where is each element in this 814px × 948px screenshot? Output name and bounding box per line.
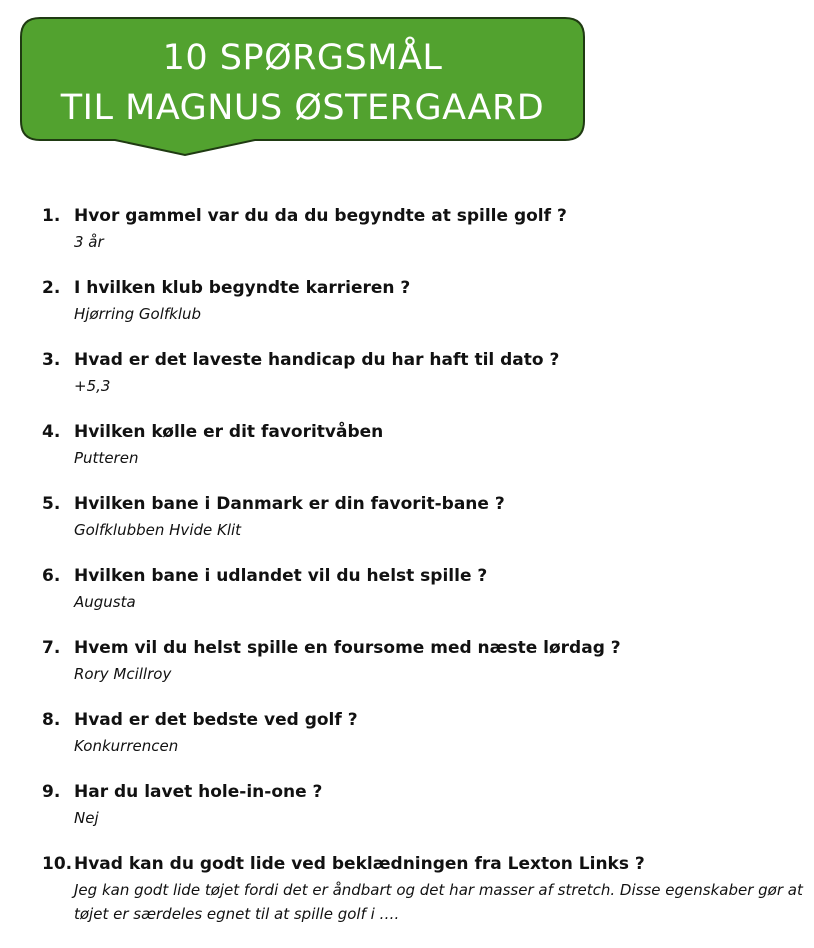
question-text: Hvad kan du godt lide ved beklædningen fra Lexton Links ? (74, 854, 645, 874)
question-number: 7. (42, 638, 61, 658)
question-item-8 (0, 708, 814, 780)
answer-text: Augusta (74, 593, 136, 611)
question-text: Har du lavet hole-in-one ? (74, 782, 323, 802)
answer-text: Rory Mcillroy (74, 665, 172, 683)
answer-text: Hjørring Golfklub (74, 305, 202, 323)
question-number: 8. (42, 710, 61, 730)
question-item-10 (0, 852, 814, 924)
question-number: 1. (42, 206, 61, 226)
question-number: 6. (42, 566, 61, 586)
question-number: 9. (42, 782, 61, 802)
question-item-5 (0, 492, 814, 564)
question-text: Hvilken kølle er dit favoritvåben (74, 422, 384, 442)
title-line-2: TIL MAGNUS ØSTERGAARD (60, 88, 545, 128)
answer-text: Golfklubben Hvide Klit (74, 521, 242, 539)
question-number: 10. (42, 854, 73, 874)
answer-text: Konkurrencen (74, 737, 179, 755)
title-line-1: 10 SPØRGSMÅL (162, 38, 443, 78)
title-banner (20, 17, 585, 157)
question-number: 4. (42, 422, 61, 442)
answer-text: +5,3 (74, 377, 111, 395)
question-item-3 (0, 348, 814, 420)
answer-text: Jeg kan godt lide tøjet fordi det er åndbart og det har masser af stretch. Disse egenskaber gør at tøjet er særdeles egnet til at spille golf i …. (74, 881, 803, 923)
page-title (20, 33, 585, 133)
question-item-1 (0, 204, 814, 276)
question-item-4 (0, 420, 814, 492)
question-number: 5. (42, 494, 61, 514)
question-number: 2. (42, 278, 61, 298)
question-item-6 (0, 564, 814, 636)
answer-text: 3 år (74, 233, 104, 251)
question-item-2 (0, 276, 814, 348)
question-text: Hvad er det bedste ved golf ? (74, 710, 358, 730)
question-text: Hvem vil du helst spille en foursome med næste lørdag ? (74, 638, 621, 658)
question-text: Hvad er det laveste handicap du har haft til dato ? (74, 350, 560, 370)
question-list (0, 204, 814, 924)
answer-text: Putteren (74, 449, 139, 467)
answer-text: Nej (74, 809, 99, 827)
question-item-7 (0, 636, 814, 708)
question-number: 3. (42, 350, 61, 370)
question-text: Hvor gammel var du da du begyndte at spille golf ? (74, 206, 567, 226)
question-text: Hvilken bane i udlandet vil du helst spille ? (74, 566, 488, 586)
question-text: I hvilken klub begyndte karrieren ? (74, 278, 411, 298)
question-item-9 (0, 780, 814, 852)
question-text: Hvilken bane i Danmark er din favorit-bane ? (74, 494, 505, 514)
